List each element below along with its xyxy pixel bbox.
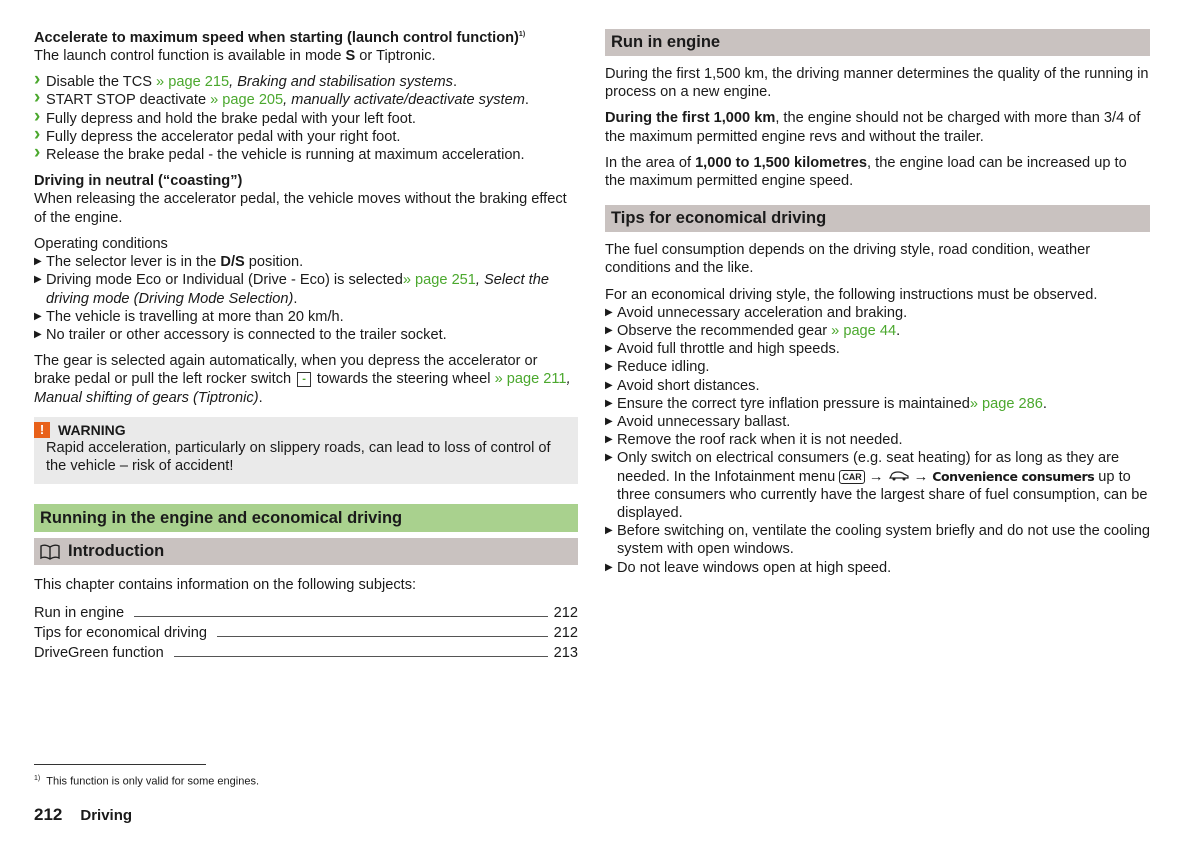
tip-item: ▶ Avoid unnecessary acceleration and braking. bbox=[605, 304, 908, 321]
coasting-heading: Driving in neutral (“coasting”) bbox=[34, 173, 243, 190]
launch-step: › START STOP deactivate » page 205, manually activate/deactivate system. bbox=[34, 91, 578, 109]
book-icon bbox=[40, 544, 60, 560]
launch-step: › Disable the TCS » page 215, Braking and stabilisation systems. bbox=[34, 73, 578, 91]
condition-item: ▶ Driving mode Eco or Individual (Drive - Eco) is selected» page 251, Select the driving mode (Driving Mode Selection). bbox=[34, 272, 549, 307]
toc-entry[interactable]: Tips for economical driving 212 bbox=[34, 625, 578, 642]
car-efficiency-icon bbox=[888, 470, 910, 481]
chapter-label: Driving bbox=[80, 807, 133, 824]
tip-item: ▶ Remove the roof rack when it is not needed. bbox=[605, 432, 903, 449]
tips-heading: Tips for economical driving bbox=[605, 205, 1150, 232]
section-title: Running in the engine and economical driving bbox=[34, 504, 578, 532]
introduction-heading: Introduction bbox=[34, 538, 578, 565]
page-link[interactable]: » page 286 bbox=[969, 395, 1043, 412]
car-button-icon: CAR bbox=[839, 470, 865, 484]
launch-step: › Fully depress and hold the brake pedal with your left foot. bbox=[34, 110, 578, 128]
rocker-switch-icon: - bbox=[297, 372, 311, 387]
tip-item: ▶ Avoid full throttle and high speeds. bbox=[605, 341, 840, 358]
gear-paragraph: The gear is selected again automatically, when you depress the accelerator or brake pedal or pull the left rocker switch - towards the steering wheel » page 211, Manual shifting of gears (Tiptronic). bbox=[34, 353, 571, 406]
page-number: 212 bbox=[34, 805, 63, 824]
tip-item: ▶ Before switching on, ventilate the cooling system briefly and do not use the cooling system with open windows. bbox=[605, 523, 1150, 558]
condition-item: ▶ The selector lever is in the D/S position. bbox=[34, 254, 304, 271]
toc-entry[interactable]: Run in engine 212 bbox=[34, 605, 578, 622]
page-link[interactable]: » page 215 bbox=[156, 74, 230, 91]
warning-icon: ! bbox=[34, 422, 50, 438]
menu-item-convenience-consumers: Convenience consumers bbox=[932, 468, 1095, 484]
footnote-divider bbox=[34, 764, 206, 765]
condition-item: ▶ No trailer or other accessory is connected to the trailer socket. bbox=[34, 326, 447, 343]
warning-text: Rapid acceleration, particularly on slippery roads, can lead to loss of control of the vehicle – risk of accident! bbox=[46, 439, 551, 474]
page-link[interactable]: » page 211 bbox=[494, 371, 567, 388]
launch-steps bbox=[34, 73, 578, 164]
introduction-lead: This chapter contains information on the following subjects: bbox=[34, 577, 417, 594]
footnote: $^{1)}$ This function is only valid for some engines. bbox=[34, 775, 260, 788]
tip-item: ▶ Only switch on electrical consumers (e.g. seat heating) for as long as they are needed. In the Infotainment menu CAR → → Convenience consumers up to three consumers who currently have the largest share of fuel consumption, can be displayed. bbox=[605, 450, 1148, 522]
tips-p2: For an economical driving style, the following instructions must be observed. bbox=[605, 286, 1098, 303]
warning-title: WARNING bbox=[58, 421, 126, 438]
tip-item: ▶ Avoid short distances. bbox=[605, 377, 760, 394]
launch-intro: The launch control function is available in mode S or Tiptronic. bbox=[34, 48, 436, 65]
run-in-p3: In the area of 1,000 to 1,500 kilometres, the engine load can be increased up to the maximum permitted engine speed. bbox=[605, 154, 1127, 190]
tip-item: ▶ Reduce idling. bbox=[605, 359, 710, 376]
left-column bbox=[34, 26, 578, 664]
tips-p1: The fuel consumption depends on the driving style, road condition, weather conditions and the like. bbox=[605, 242, 1091, 277]
run-in-p2: During the first 1,000 km, the engine should not be charged with more than 3/4 of the maximum permitted engine revs and without the trailer. bbox=[605, 110, 1141, 145]
coasting-body: When releasing the accelerator pedal, the vehicle moves without the braking effect of the engine. bbox=[34, 191, 567, 226]
conditions-label: Operating conditions bbox=[34, 235, 168, 252]
warning-box bbox=[34, 417, 578, 484]
launch-step: › Fully depress the accelerator pedal with your right foot. bbox=[34, 128, 578, 146]
run-in-p1: During the first 1,500 km, the driving manner determines the quality of the running in process on a new engine. bbox=[605, 66, 1149, 101]
tip-item: ▶ Avoid unnecessary ballast. bbox=[605, 414, 791, 431]
right-column bbox=[605, 29, 1150, 577]
run-in-heading: Run in engine bbox=[605, 29, 1150, 56]
toc-entry[interactable]: DriveGreen function 213 bbox=[34, 645, 578, 662]
condition-item: ▶ The vehicle is travelling at more than 20 km/h. bbox=[34, 308, 344, 325]
launch-step: › Release the brake pedal - the vehicle is running at maximum acceleration. bbox=[34, 146, 578, 164]
launch-heading: Accelerate to maximum speed when starting (launch control function)$^{1)}$ bbox=[34, 29, 526, 46]
tip-item: ▶ Observe the recommended gear » page 44. bbox=[605, 323, 901, 340]
footnote-ref[interactable]: 1) bbox=[518, 31, 526, 38]
warning-header bbox=[34, 421, 566, 439]
page-footer bbox=[34, 805, 132, 825]
tip-item: ▶ Do not leave windows open at high speed. bbox=[605, 559, 892, 576]
page-link[interactable]: » page 205 bbox=[210, 92, 284, 109]
toc bbox=[34, 604, 578, 662]
page-link[interactable]: » page 251 bbox=[402, 272, 476, 289]
page-link[interactable]: » page 44 bbox=[831, 323, 897, 340]
tip-item: ▶ Ensure the correct tyre inflation pressure is maintained» page 286. bbox=[605, 395, 1047, 412]
